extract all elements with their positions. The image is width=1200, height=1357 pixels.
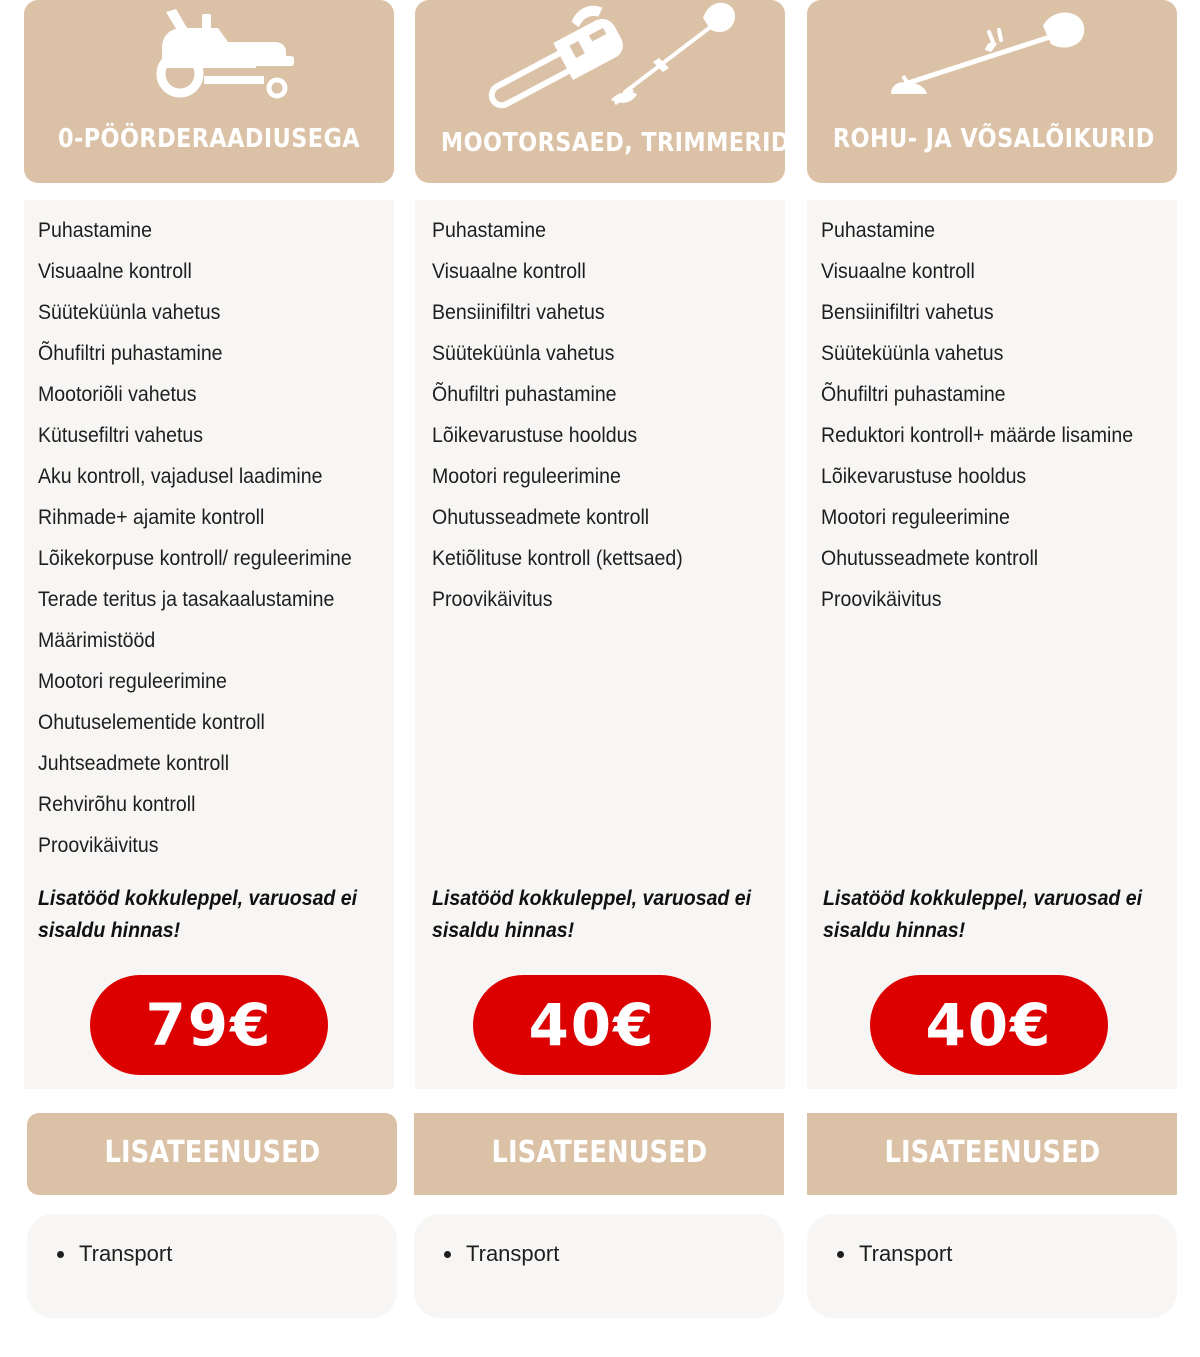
extras-header (414, 1113, 784, 1195)
bullet-icon (444, 1251, 451, 1258)
extras-title: LISATEENUSED (884, 1135, 1100, 1170)
list-item: Kütusefiltri vahetus (38, 424, 204, 447)
bullet-icon (837, 1251, 844, 1258)
list-item: Proovikäivitus (432, 588, 553, 611)
column-header (24, 0, 394, 183)
extras-item: Transport (859, 1241, 953, 1266)
list-item: Visuaalne kontroll (821, 260, 975, 283)
price-badge: 40€ (473, 975, 711, 1075)
column-header (807, 0, 1177, 183)
list-item: Bensiinifiltri vahetus (432, 301, 605, 324)
list-item: Lõikevarustuse hooldus (821, 465, 1027, 488)
list-item: Lõikekorpuse kontroll/ reguleerimine (38, 547, 352, 570)
service-list (432, 216, 702, 626)
list-item: Mootoriõli vahetus (38, 383, 197, 406)
list-item: Lõikevarustuse hooldus (432, 424, 638, 447)
list-item: Õhufiltri puhastamine (821, 383, 1006, 406)
list-item: Terade teritus ja tasakaalustamine (38, 588, 335, 611)
list-item: Ketiõlituse kontroll (kettsaed) (432, 547, 683, 570)
extras-list (837, 1238, 952, 1270)
list-item: Puhastamine (821, 219, 935, 242)
list-item: Süüteküünla vahetus (38, 301, 221, 324)
extras-item: Transport (79, 1241, 173, 1266)
list-item: Juhtseadmete kontroll (38, 752, 230, 775)
list-item (444, 1238, 559, 1270)
list-item: Süüteküünla vahetus (821, 342, 1004, 365)
list-item: Visuaalne kontroll (432, 260, 586, 283)
pricing-note: Lisatööd kokkuleppel, varuosad ei sisaldu hinnas! (38, 887, 358, 942)
column-title: 0-PÖÖRDERAADIUSEGA (58, 124, 360, 154)
chainsaw-trimmer-icon (415, 0, 785, 112)
extras-panel (807, 1214, 1177, 1318)
price-badge: 40€ (870, 975, 1108, 1075)
list-item: Reduktori kontroll+ määrde lisamine (821, 424, 1134, 447)
extras-header (27, 1113, 397, 1195)
column-title: ROHU- JA VÕSALÕIKURID (832, 124, 1155, 154)
bullet-icon (57, 1251, 64, 1258)
extras-list (444, 1238, 559, 1270)
list-item: Aku kontroll, vajadusel laadimine (38, 465, 323, 488)
brush-cutter-icon (807, 0, 1177, 112)
pricing-note: Lisatööd kokkuleppel, varuosad ei sisaldu hinnas! (432, 887, 752, 942)
price-badge: 79€ (90, 975, 328, 1075)
list-item: Bensiinifiltri vahetus (821, 301, 994, 324)
extras-title: LISATEENUSED (491, 1135, 707, 1170)
list-item (57, 1238, 172, 1270)
pricing-note: Lisatööd kokkuleppel, varuosad ei sisaldu hinnas! (823, 887, 1143, 942)
riding-mower-icon (24, 0, 394, 112)
list-item: Ohutuselementide kontroll (38, 711, 265, 734)
list-item: Õhufiltri puhastamine (432, 383, 617, 406)
service-panel (24, 200, 394, 1089)
list-item: Rihmade+ ajamite kontroll (38, 506, 265, 529)
list-item: Õhufiltri puhastamine (38, 342, 223, 365)
list-item: Määrimistööd (38, 629, 156, 652)
list-item: Ohutusseadmete kontroll (432, 506, 650, 529)
list-item (837, 1238, 952, 1270)
column-header (415, 0, 790, 183)
list-item: Proovikäivitus (821, 588, 942, 611)
list-item: Mootori reguleerimine (38, 670, 227, 693)
extras-title: LISATEENUSED (104, 1135, 320, 1170)
service-panel (807, 200, 1177, 1089)
list-item: Ohutusseadmete kontroll (821, 547, 1039, 570)
list-item: Puhastamine (432, 219, 546, 242)
extras-list (57, 1238, 172, 1270)
list-item: Süüteküünla vahetus (432, 342, 615, 365)
extras-header (807, 1113, 1177, 1195)
extras-panel (27, 1214, 397, 1318)
service-panel (415, 200, 785, 1089)
extras-item: Transport (466, 1241, 560, 1266)
service-list (38, 216, 375, 872)
list-item: Proovikäivitus (38, 834, 159, 857)
list-item: Visuaalne kontroll (38, 260, 192, 283)
extras-panel (414, 1214, 784, 1318)
column-title: MOOTORSAED, TRIMMERID (440, 128, 790, 158)
list-item: Mootori reguleerimine (432, 465, 621, 488)
list-item: Mootori reguleerimine (821, 506, 1010, 529)
list-item: Puhastamine (38, 219, 152, 242)
service-list (821, 216, 1157, 626)
list-item: Rehvirõhu kontroll (38, 793, 196, 816)
